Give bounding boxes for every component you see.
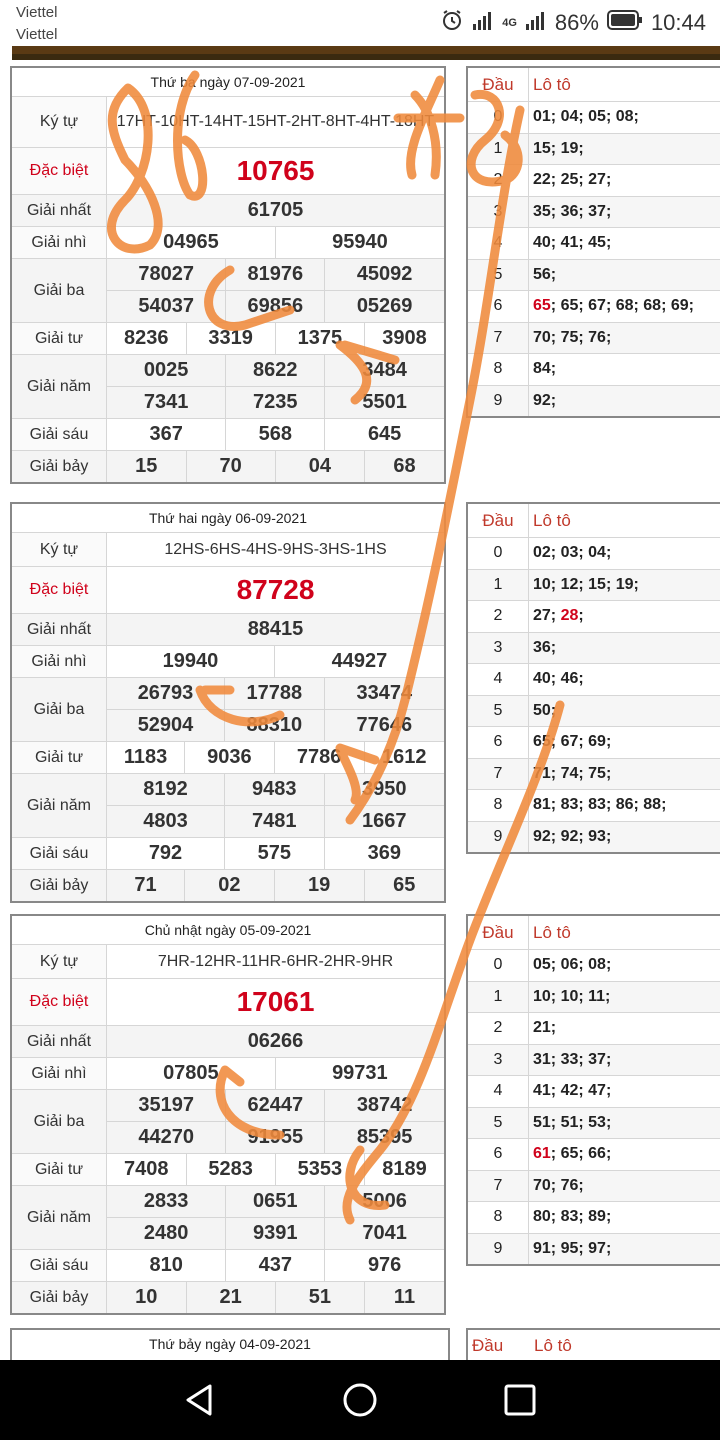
draw-date: Thứ ba ngày 07-09-2021	[11, 67, 445, 97]
loto-cell: 92; 92; 93;	[529, 821, 720, 853]
label-g3: Giải ba	[11, 1090, 107, 1154]
loto-cell: 84;	[529, 354, 720, 386]
prize-3: 85395	[325, 1122, 445, 1154]
loto-cell: 70; 76;	[529, 1170, 720, 1202]
loto-cell: 05; 06; 08;	[529, 950, 720, 982]
prize-2: 04965	[107, 227, 276, 259]
prize-7: 65	[364, 870, 445, 903]
prize-3: 38742	[325, 1090, 445, 1122]
label-g6: Giải sáu	[11, 419, 107, 451]
prize-3: 54037	[107, 291, 226, 323]
dau-header: Đầu	[467, 67, 529, 102]
prize-3: 91955	[226, 1122, 325, 1154]
prize-2: 44927	[274, 646, 445, 678]
label-g7: Giải bảy	[11, 1282, 107, 1315]
prize-5: 0025	[107, 355, 226, 387]
dau-cell: 4	[467, 664, 529, 696]
signal-icon-2	[525, 9, 547, 37]
prize-5: 8192	[107, 774, 225, 806]
loto-cell: 56;	[529, 259, 720, 291]
home-icon	[340, 1380, 380, 1420]
next-draw-header: Thứ bảy ngày 04-09-2021	[10, 1328, 450, 1362]
prize-7: 70	[186, 451, 275, 484]
label-g4: Giải tư	[11, 742, 107, 774]
dau-cell: 2	[467, 165, 529, 197]
status-bar	[0, 0, 720, 46]
prize-5: 5006	[325, 1186, 445, 1218]
loto-table-3	[466, 914, 720, 1266]
dau-cell: 9	[467, 821, 529, 853]
prize-5: 9483	[225, 774, 325, 806]
dau-cell: 8	[467, 790, 529, 822]
label-g1: Giải nhất	[11, 614, 107, 646]
result-table-2	[10, 502, 446, 903]
prize-3: 44270	[107, 1122, 226, 1154]
site-banner	[12, 46, 720, 60]
label-kytu: Ký tự	[11, 97, 107, 148]
loto-cell: 71; 74; 75;	[529, 758, 720, 790]
dau-cell: 9	[467, 385, 529, 417]
loto-cell: 92;	[529, 385, 720, 417]
label-g2: Giải nhì	[11, 646, 107, 678]
label-kytu: Ký tự	[11, 533, 107, 567]
label-special: Đặc biệt	[11, 148, 107, 195]
loto-cell: 15; 19;	[529, 133, 720, 165]
battery-icon	[607, 9, 643, 37]
label-special: Đặc biệt	[11, 567, 107, 614]
label-g6: Giải sáu	[11, 838, 107, 870]
loto-tail: ;	[578, 607, 584, 625]
prize-5: 3950	[324, 774, 445, 806]
loto-cell: 41; 42; 47;	[529, 1076, 720, 1108]
dau-cell: 4	[467, 228, 529, 260]
kytu-code: 17HT-10HT-14HT-15HT-2HT-8HT-4HT-18HT	[107, 97, 446, 148]
dau-cell: 8	[467, 1202, 529, 1234]
prize-7: 04	[275, 451, 364, 484]
dau-cell: 6	[467, 727, 529, 759]
prize-4: 7786	[274, 742, 364, 774]
prize-5: 7041	[325, 1218, 445, 1250]
carrier-1: Viettel	[16, 4, 58, 21]
dau-cell: 0	[467, 950, 529, 982]
prize-6: 792	[107, 838, 225, 870]
prize-4: 1183	[107, 742, 185, 774]
dau-header: Đầu	[467, 915, 529, 950]
dau-cell: 3	[467, 196, 529, 228]
prize-5: 8622	[226, 355, 325, 387]
prize-6: 976	[325, 1250, 445, 1282]
prize-7: 02	[185, 870, 275, 903]
prize-2: 07805	[107, 1058, 276, 1090]
prize-5: 1667	[324, 806, 445, 838]
label-g4: Giải tư	[11, 1154, 107, 1186]
loto-table-1	[466, 66, 720, 418]
dau-cell: 7	[467, 758, 529, 790]
next-loto-header	[466, 1328, 720, 1362]
loto-cell: 21;	[529, 1013, 720, 1045]
label-g1: Giải nhất	[11, 1026, 107, 1058]
label-g2: Giải nhì	[11, 1058, 107, 1090]
prize-5: 7341	[107, 387, 226, 419]
prize-5: 7235	[226, 387, 325, 419]
alarm-icon	[440, 8, 464, 38]
dau-cell: 6	[467, 1139, 529, 1171]
prize-3: 52904	[107, 710, 225, 742]
label-g2: Giải nhì	[11, 227, 107, 259]
loto-cell	[529, 601, 720, 633]
prize-4: 8189	[365, 1154, 446, 1186]
prize-3: 81976	[226, 259, 325, 291]
prize-5: 2480	[107, 1218, 226, 1250]
home-button[interactable]	[340, 1380, 380, 1420]
label-kytu: Ký tự	[11, 945, 107, 979]
dau-cell: 7	[467, 1170, 529, 1202]
prize-7: 51	[275, 1282, 364, 1315]
dau-cell: 4	[467, 1076, 529, 1108]
loto-highlight: 28	[560, 607, 579, 625]
loto-cell: 51; 51; 53;	[529, 1107, 720, 1139]
loto-cell: 40; 46;	[529, 664, 720, 696]
loto-rest: 27;	[533, 607, 561, 625]
loto-cell: 65; 67; 69;	[529, 727, 720, 759]
label-g7: Giải bảy	[11, 870, 107, 903]
dau-cell: 5	[467, 1107, 529, 1139]
prize-7: 68	[365, 451, 445, 484]
prize-6: 568	[226, 419, 325, 451]
draw-date: Thứ hai ngày 06-09-2021	[11, 503, 445, 533]
dau-cell: 1	[467, 569, 529, 601]
prize-4: 3908	[365, 323, 445, 355]
prize-5: 3484	[325, 355, 445, 387]
dau-cell: 6	[467, 291, 529, 323]
prize-4: 3319	[186, 323, 275, 355]
dau-cell: 2	[467, 601, 529, 633]
prize-7: 11	[365, 1282, 446, 1315]
prize-6: 369	[324, 838, 445, 870]
prize-5: 9391	[226, 1218, 325, 1250]
prize-5: 4803	[107, 806, 225, 838]
prize-7: 15	[107, 451, 187, 484]
prize-4: 7408	[107, 1154, 187, 1186]
dau-cell: 1	[467, 981, 529, 1013]
result-table-3	[10, 914, 446, 1315]
dau-cell: 7	[467, 322, 529, 354]
prize-1: 61705	[107, 195, 446, 227]
loto-header: Lô tô	[529, 503, 720, 538]
prize-3: 69856	[226, 291, 325, 323]
label-g7: Giải bảy	[11, 451, 107, 484]
dau-header: Đầu	[472, 1336, 504, 1355]
dau-cell: 2	[467, 1013, 529, 1045]
prize-3: 35197	[107, 1090, 226, 1122]
prize-2: 95940	[275, 227, 445, 259]
prize-4: 8236	[107, 323, 187, 355]
loto-cell: 10; 12; 15; 19;	[529, 569, 720, 601]
label-g1: Giải nhất	[11, 195, 107, 227]
system-nav-bar	[0, 1360, 720, 1440]
prize-6: 575	[225, 838, 325, 870]
prize-5: 5501	[325, 387, 445, 419]
network-type: 4G	[502, 17, 517, 29]
prize-2: 19940	[107, 646, 275, 678]
loto-cell: 31; 33; 37;	[529, 1044, 720, 1076]
label-g3: Giải ba	[11, 259, 107, 323]
loto-highlight: 65	[533, 297, 551, 315]
prize-4: 1375	[275, 323, 364, 355]
kytu-code: 7HR-12HR-11HR-6HR-2HR-9HR	[107, 945, 446, 979]
prize-3: 05269	[325, 291, 445, 323]
loto-cell: 40; 41; 45;	[529, 228, 720, 260]
loto-rest: ; 65; 66;	[550, 1145, 612, 1163]
prize-3: 33474	[324, 678, 445, 710]
recents-icon	[500, 1380, 540, 1420]
loto-cell: 10; 10; 11;	[529, 981, 720, 1013]
prize-3: 78027	[107, 259, 226, 291]
dau-cell: 3	[467, 632, 529, 664]
dau-cell: 0	[467, 102, 529, 134]
prize-3: 26793	[107, 678, 225, 710]
back-button[interactable]	[180, 1380, 220, 1420]
back-icon	[180, 1380, 220, 1420]
loto-cell: 02; 03; 04;	[529, 538, 720, 570]
loto-cell: 91; 95; 97;	[529, 1233, 720, 1265]
loto-header: Lô tô	[534, 1336, 572, 1355]
dau-cell: 5	[467, 259, 529, 291]
label-g5: Giải năm	[11, 774, 107, 838]
loto-cell: 22; 25; 27;	[529, 165, 720, 197]
loto-cell	[529, 291, 720, 323]
special-prize: 10765	[107, 148, 446, 195]
loto-header: Lô tô	[529, 67, 720, 102]
signal-icon	[472, 9, 494, 37]
prize-6: 367	[107, 419, 226, 451]
dau-cell: 0	[467, 538, 529, 570]
prize-5: 0651	[226, 1186, 325, 1218]
label-g4: Giải tư	[11, 323, 107, 355]
dau-cell: 8	[467, 354, 529, 386]
prize-5: 2833	[107, 1186, 226, 1218]
label-g5: Giải năm	[11, 1186, 107, 1250]
prize-3: 45092	[325, 259, 445, 291]
prize-5: 7481	[225, 806, 325, 838]
loto-rest: ; 65; 67; 68; 68; 69;	[550, 297, 694, 315]
dau-cell: 9	[467, 1233, 529, 1265]
loto-cell: 81; 83; 83; 86; 88;	[529, 790, 720, 822]
special-prize: 87728	[107, 567, 446, 614]
label-special: Đặc biệt	[11, 979, 107, 1026]
prize-4: 5283	[186, 1154, 275, 1186]
prize-2: 99731	[275, 1058, 445, 1090]
prize-1: 88415	[107, 614, 446, 646]
label-g6: Giải sáu	[11, 1250, 107, 1282]
loto-cell: 50;	[529, 695, 720, 727]
loto-cell: 36;	[529, 632, 720, 664]
prize-7: 71	[107, 870, 185, 903]
recents-button[interactable]	[500, 1380, 540, 1420]
clock: 10:44	[650, 10, 706, 35]
dau-header: Đầu	[467, 503, 529, 538]
prize-1: 06266	[107, 1026, 446, 1058]
loto-cell: 01; 04; 05; 08;	[529, 102, 720, 134]
label-g3: Giải ba	[11, 678, 107, 742]
prize-4: 1612	[364, 742, 445, 774]
loto-table-2	[466, 502, 720, 854]
kytu-code: 12HS-6HS-4HS-9HS-3HS-1HS	[107, 533, 446, 567]
prize-7: 21	[186, 1282, 275, 1315]
loto-cell: 70; 75; 76;	[529, 322, 720, 354]
prize-6: 645	[325, 419, 445, 451]
dau-cell: 5	[467, 695, 529, 727]
loto-header: Lô tô	[529, 915, 720, 950]
result-table-1	[10, 66, 446, 484]
loto-cell: 80; 83; 89;	[529, 1202, 720, 1234]
loto-cell: 35; 36; 37;	[529, 196, 720, 228]
prize-6: 437	[226, 1250, 325, 1282]
prize-6: 810	[107, 1250, 226, 1282]
prize-3: 17788	[225, 678, 325, 710]
loto-cell	[529, 1139, 720, 1171]
prize-4: 9036	[185, 742, 275, 774]
battery-percent: 86%	[554, 10, 599, 35]
loto-highlight: 61	[533, 1145, 551, 1163]
special-prize: 17061	[107, 979, 446, 1026]
prize-4: 5353	[275, 1154, 364, 1186]
prize-7: 19	[274, 870, 364, 903]
carrier-2: Viettel	[16, 26, 58, 43]
prize-3: 77646	[324, 710, 445, 742]
prize-7: 10	[107, 1282, 187, 1315]
label-g5: Giải năm	[11, 355, 107, 419]
prize-3: 88310	[225, 710, 325, 742]
dau-cell: 3	[467, 1044, 529, 1076]
prize-3: 62447	[226, 1090, 325, 1122]
draw-date: Chủ nhật ngày 05-09-2021	[11, 915, 445, 945]
dau-cell: 1	[467, 133, 529, 165]
